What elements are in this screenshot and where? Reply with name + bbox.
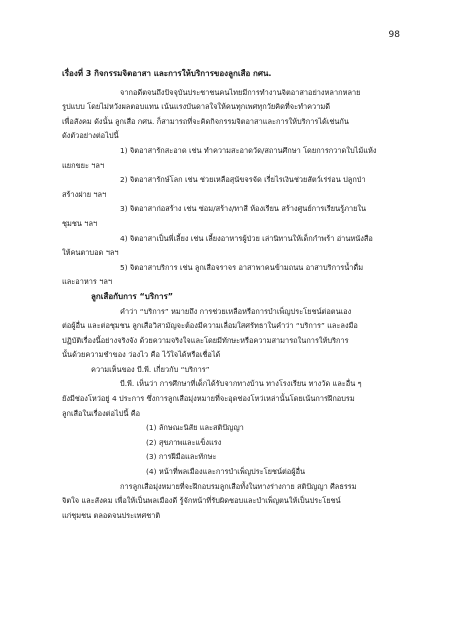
list-item-continuation: และอาหาร ฯลฯ [62, 277, 113, 287]
list-item: 4) จิตอาสาเป็นพี่เลี้ยง เช่น เลี้ยงอาหารผู้ป่วย เล่านิทานให้เด็กกำพร้า อ่านหนังสือ [120, 233, 373, 243]
paragraph-line: คำว่า “บริการ” หมายถึง การช่วยเหลือหรือการบำเพ็ญประโยชน์ต่อตนเอง [120, 306, 352, 316]
paragraph-line: การลูกเสือมุ่งหมายที่จะฝึกอบรมลูกเสือทั้งในทางร่างกาย สติปัญญา ศีลธรรม [120, 481, 357, 491]
bp-opinion-heading: ความเห็นของ บี.พี. เกี่ยวกับ “บริการ” [91, 364, 210, 374]
intro-paragraph [62, 86, 398, 144]
paragraph-line: บี.พี. เห็นว่า การศึกษาที่เด็กได้รับจากทางบ้าน ทางโรงเรียน ทางวัด และอื่น ๆ [120, 379, 362, 389]
list-item: 1) จิตอาสารักสะอาด เช่น ทำความสะอาดวัด/สถานศึกษา โดยการกวาดใบไม้แห้ง [120, 145, 377, 155]
list-item: 3) จิตอาสาก่อสร้าง เช่น ซ่อม/สร้าง/ทาสี ห้องเรียน สร้างศูนย์การเรียนรู้ภายใน [120, 204, 367, 214]
list-item: (4) หน้าที่พลเมืองและการบำเพ็ญประโยชน์ต่อผู้อื่น [146, 467, 306, 477]
list-item: (1) ลักษณะนิสัย และสติปัญญา [146, 423, 244, 433]
paragraph-line: จิตใจ และสังคม เพื่อให้เป็นพลเมืองดี รู้จักหน้าที่รับผิดชอบและบำเพ็ญตนให้เป็นประโยชน์ [62, 496, 341, 506]
paragraph-line: แก่ชุมชน ตลอดจนประเทศชาติ [62, 510, 161, 520]
paragraph-line: ยังมีช่องโหว่อยู่ 4 ประการ ซึ่งการลูกเสือมุ่งหมายที่จะอุดช่องโหว่เหล่านั้นโดยเน้นการฝึกอบรม [62, 394, 355, 404]
list-item-continuation: ชุมชน ฯลฯ [62, 218, 98, 228]
closing-paragraph [62, 480, 398, 524]
gaps-list [62, 421, 398, 479]
paragraph-line: ต่อผู้อื่น และต่อชุมชน ลูกเสือวิสามัญจะต้องมีความเลื่อมใสศรัทธาในคำว่า “บริการ” และลงมือ [62, 321, 358, 331]
paragraph-line: รูปแบบ โดยไม่หวังผลตอบแทน เน้นแรงบันดาลใจให้คนทุกเพศทุกวัยคิดที่จะทำความดี [62, 102, 331, 112]
document-body [62, 67, 398, 523]
bp-paragraph [62, 377, 398, 421]
volunteer-list [62, 144, 398, 290]
list-item-continuation: แยกขยะ ฯลฯ [62, 160, 105, 170]
paragraph-line: เพื่อสังคม ดังนั้น ลูกเสือ กศน. ก็สามารถที่จะคิดกิจกรรมจิตอาสาและการให้บริการได้เช่นกัน [62, 116, 349, 126]
list-item: 5) จิตอาสาบริการ เช่น ลูกเสือจราจร อาสาพาคนข้ามถนน อาสาบริการน้ำดื่ม [120, 262, 364, 272]
list-item: 2) จิตอาสารักษ์โลก เช่น ช่วยเหลือสุนัขจรจัด เรี่ยไรเงินช่วยสัตว์เร่ร่อน ปลูกป่า [120, 175, 366, 185]
section-title: เรื่องที่ 3 กิจกรรมจิตอาสา และการให้บริการของลูกเสือ กศน. [62, 69, 272, 78]
paragraph-line: จากอดีตจนถึงปัจจุบันประชาชนคนไทยมีการทำงานจิตอาสาอย่างหลากหลาย [120, 87, 361, 97]
service-paragraph [62, 305, 398, 363]
list-item-continuation: ให้คนตาบอด ฯลฯ [62, 248, 119, 258]
paragraph-line: ปฏิบัติเรื่องนี้อย่างจริงจัง ด้วยความจริงใจและโดยมีทักษะหรือความสามารถในการให้บริการ [62, 335, 349, 345]
paragraph-line: นั้นด้วยความชำของ ว่องไว คือ ไว้ใจได้หรือเชื่อได้ [62, 350, 221, 360]
page-number: 98 [388, 30, 400, 40]
paragraph-line: ดังตัวอย่างต่อไปนี้ [62, 131, 119, 141]
list-item: (3) การฝีมือและทักษะ [146, 452, 217, 462]
list-item-continuation: สร้างฝาย ฯลฯ [62, 189, 107, 199]
paragraph-line: ลูกเสือในเรื่องต่อไปนี้ คือ [62, 408, 141, 418]
subheading: ลูกเสือกับการ “บริการ” [91, 291, 174, 301]
list-item: (2) สุขภาพและแข็งแรง [146, 437, 222, 447]
